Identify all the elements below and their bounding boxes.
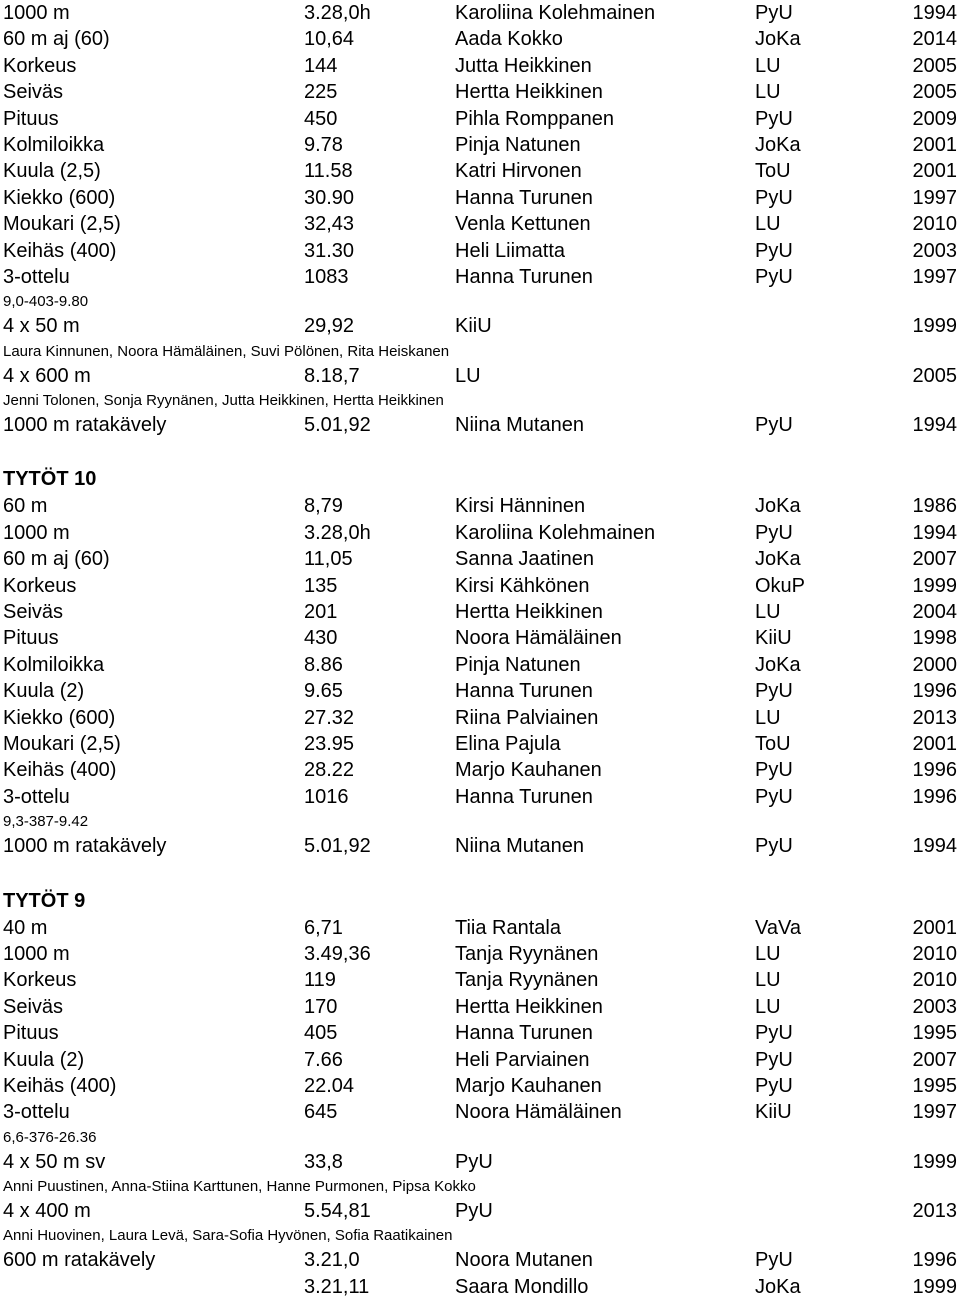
result-cell: 405 xyxy=(304,1022,338,1045)
club-cell: LU xyxy=(755,706,781,729)
athlete-cell: Pinja Natunen xyxy=(455,133,581,156)
event-cell: Korkeus xyxy=(3,969,77,992)
record-row xyxy=(3,1198,957,1224)
athlete-cell: Pinja Natunen xyxy=(455,653,581,676)
athlete-cell: Noora Mutanen xyxy=(455,1249,593,1272)
record-row xyxy=(3,784,957,810)
record-row xyxy=(3,264,957,290)
record-row xyxy=(3,705,957,731)
record-row xyxy=(3,363,957,389)
event-cell: Kolmiloikka xyxy=(3,133,105,156)
result-cell: 3.21,11 xyxy=(304,1275,370,1298)
club-cell: PyU xyxy=(755,107,793,130)
event-cell: Pituus xyxy=(3,107,59,130)
club-cell: PyU xyxy=(755,2,793,24)
event-cell: Korkeus xyxy=(3,54,77,77)
athlete-cell: Marjo Kauhanen xyxy=(455,759,602,782)
section-gap xyxy=(3,860,957,887)
record-row xyxy=(3,412,957,438)
club-cell: PyU xyxy=(755,265,793,288)
record-row xyxy=(3,994,957,1020)
result-cell: 9.78 xyxy=(304,133,343,156)
record-note: 9,0-403-9.80 xyxy=(3,293,89,311)
club-cell: LU xyxy=(755,942,781,965)
athlete-cell: Karoliina Kolehmainen xyxy=(455,521,656,544)
record-row xyxy=(3,546,957,572)
record-row xyxy=(3,185,957,211)
athlete-cell: Saara Mondillo xyxy=(455,1275,589,1298)
record-row xyxy=(3,0,957,26)
year-cell: 1994 xyxy=(912,835,957,858)
records-document xyxy=(3,0,957,1300)
year-cell: 2005 xyxy=(912,364,957,387)
result-cell: 3.28,0h xyxy=(304,2,371,24)
event-cell: Seiväs xyxy=(3,995,64,1018)
record-row xyxy=(3,1047,957,1073)
year-cell: 2001 xyxy=(912,916,957,939)
result-cell: 645 xyxy=(304,1101,338,1124)
athlete-cell: Kirsi Hänninen xyxy=(455,495,586,518)
year-cell: 2010 xyxy=(912,969,957,992)
event-cell: Kiekko (600) xyxy=(3,186,116,209)
result-cell: 23.95 xyxy=(304,732,355,755)
year-cell: 1997 xyxy=(912,186,957,209)
club-cell: PyU xyxy=(755,1074,793,1097)
result-cell: 430 xyxy=(304,627,338,650)
result-cell: 31.30 xyxy=(304,239,355,262)
result-cell: 119 xyxy=(304,969,336,992)
event-cell: Kuula (2) xyxy=(3,1048,85,1071)
record-row xyxy=(3,1073,957,1099)
record-row xyxy=(3,599,957,625)
club-cell: PyU xyxy=(755,186,793,209)
club-cell: LU xyxy=(755,969,781,992)
event-cell: 4 x 600 m xyxy=(3,364,91,387)
year-cell: 1999 xyxy=(912,1275,957,1298)
club-cell: PyU xyxy=(755,680,793,703)
club-cell: VaVa xyxy=(755,916,801,939)
athlete-cell: Heli Parviainen xyxy=(455,1048,590,1071)
result-cell: 450 xyxy=(304,107,338,130)
event-cell: 1000 m xyxy=(3,942,70,965)
year-cell: 1994 xyxy=(912,414,957,437)
event-cell: 3-ottelu xyxy=(3,785,70,808)
athlete-cell: Marjo Kauhanen xyxy=(455,1074,602,1097)
club-cell: PyU xyxy=(755,521,793,544)
year-cell: 2003 xyxy=(912,995,957,1018)
club-cell: LU xyxy=(755,54,781,77)
record-row xyxy=(3,915,957,941)
athlete-cell: Hertta Heikkinen xyxy=(455,81,603,104)
record-row xyxy=(3,731,957,757)
result-cell: 29,92 xyxy=(304,315,355,338)
athlete-cell: Kirsi Kähkönen xyxy=(455,574,590,597)
year-cell: 1995 xyxy=(912,1074,957,1097)
record-note: 9,3-387-9.42 xyxy=(3,813,89,831)
record-row xyxy=(3,313,957,339)
result-cell: 8,79 xyxy=(304,495,343,518)
record-row xyxy=(3,678,957,704)
result-cell: 28.22 xyxy=(304,759,355,782)
record-row xyxy=(3,493,957,519)
event-cell: Keihäs (400) xyxy=(3,1074,117,1097)
club-cell: KiiU xyxy=(755,627,792,650)
event-cell: 40 m xyxy=(3,916,48,939)
year-cell: 2007 xyxy=(912,548,957,571)
event-cell: Korkeus xyxy=(3,574,77,597)
club-cell: PyU xyxy=(755,759,793,782)
athlete-cell: Pihla Romppanen xyxy=(455,107,614,130)
result-cell: 1083 xyxy=(304,265,349,288)
event-cell: 1000 m ratakävely xyxy=(3,835,167,858)
year-cell: 1996 xyxy=(912,1249,957,1272)
athlete-cell: Tanja Ryynänen xyxy=(455,969,599,992)
record-row xyxy=(3,1274,957,1300)
record-row xyxy=(3,158,957,184)
year-cell: 2001 xyxy=(912,732,957,755)
club-cell: ToU xyxy=(755,160,791,183)
event-cell: Keihäs (400) xyxy=(3,239,117,262)
record-row xyxy=(3,53,957,79)
record-row xyxy=(3,652,957,678)
year-cell: 2013 xyxy=(912,1200,957,1223)
athlete-cell: Niina Mutanen xyxy=(455,414,584,437)
athlete-cell: Tanja Ryynänen xyxy=(455,942,599,965)
result-cell: 1016 xyxy=(304,785,349,808)
result-cell: 32,43 xyxy=(304,213,355,236)
club-cell: LU xyxy=(755,81,781,104)
record-note: Laura Kinnunen, Noora Hämäläinen, Suvi Pölönen, Rita Heiskanen xyxy=(3,342,450,360)
club-cell: ToU xyxy=(755,732,791,755)
record-row xyxy=(3,132,957,158)
athlete-cell: Aada Kokko xyxy=(455,28,563,51)
record-row xyxy=(3,238,957,264)
club-cell: LU xyxy=(755,213,781,236)
athlete-cell: Noora Hämäläinen xyxy=(455,1101,622,1124)
athlete-cell: Hanna Turunen xyxy=(455,265,593,288)
record-row xyxy=(3,1149,957,1175)
record-row xyxy=(3,833,957,859)
athlete-cell: Hertta Heikkinen xyxy=(455,601,603,624)
club-cell: JoKa xyxy=(755,548,801,571)
section-heading: TYTÖT 10 xyxy=(3,468,97,491)
event-cell: Kuula (2,5) xyxy=(3,160,101,183)
club-cell: PyU xyxy=(755,1249,793,1272)
event-cell: Kuula (2) xyxy=(3,680,85,703)
year-cell: 2014 xyxy=(912,28,957,51)
athlete-cell: Katri Hirvonen xyxy=(455,160,582,183)
result-cell: 3.21,0 xyxy=(304,1249,360,1272)
event-cell: 3-ottelu xyxy=(3,1101,70,1124)
year-cell: 2010 xyxy=(912,213,957,236)
event-cell: 600 m ratakävely xyxy=(3,1249,156,1272)
record-row xyxy=(3,757,957,783)
record-row xyxy=(3,106,957,132)
result-cell: 201 xyxy=(304,601,338,624)
year-cell: 1997 xyxy=(912,265,957,288)
result-cell: 10,64 xyxy=(304,28,355,51)
year-cell: 1994 xyxy=(912,521,957,544)
athlete-cell: Hanna Turunen xyxy=(455,680,593,703)
result-cell: 170 xyxy=(304,995,338,1018)
result-cell: 5.01,92 xyxy=(304,414,371,437)
result-cell: 30.90 xyxy=(304,186,355,209)
athlete-cell: Hertta Heikkinen xyxy=(455,995,603,1018)
year-cell: 2010 xyxy=(912,942,957,965)
record-row xyxy=(3,625,957,651)
event-cell: 60 m aj (60) xyxy=(3,548,110,571)
year-cell: 2003 xyxy=(912,239,957,262)
event-cell: 4 x 400 m xyxy=(3,1200,91,1223)
result-cell: 5.01,92 xyxy=(304,835,371,858)
year-cell: 2009 xyxy=(912,107,957,130)
year-cell: 1997 xyxy=(912,1101,957,1124)
athlete-cell: Venla Kettunen xyxy=(455,213,591,236)
athlete-cell: Tiia Rantala xyxy=(455,916,561,939)
result-cell: 9.65 xyxy=(304,680,343,703)
result-cell: 8.18,7 xyxy=(304,364,360,387)
year-cell: 1994 xyxy=(912,2,957,24)
event-cell: Kolmiloikka xyxy=(3,653,105,676)
record-note: 6,6-376-26.36 xyxy=(3,1128,97,1146)
event-cell: Seiväs xyxy=(3,601,64,624)
year-cell: 2001 xyxy=(912,133,957,156)
year-cell: 1996 xyxy=(912,680,957,703)
result-cell: 22.04 xyxy=(304,1074,355,1097)
result-cell: 11,05 xyxy=(304,548,353,571)
event-cell: Moukari (2,5) xyxy=(3,732,121,755)
year-cell: 1996 xyxy=(912,759,957,782)
event-cell: 3-ottelu xyxy=(3,265,70,288)
result-cell: 3.49,36 xyxy=(304,942,371,965)
event-cell: Seiväs xyxy=(3,81,64,104)
athlete-cell: Hanna Turunen xyxy=(455,785,593,808)
club-cell: PyU xyxy=(755,414,793,437)
year-cell: 2001 xyxy=(912,160,957,183)
year-cell: 2004 xyxy=(912,601,957,624)
year-cell: 1999 xyxy=(912,315,957,338)
record-note: Anni Puustinen, Anna-Stiina Karttunen, Hanne Purmonen, Pipsa Kokko xyxy=(3,1178,476,1196)
athlete-cell: PyU xyxy=(455,1200,493,1223)
year-cell: 1998 xyxy=(912,627,957,650)
event-cell: 1000 m xyxy=(3,2,70,24)
athlete-cell: Hanna Turunen xyxy=(455,1022,593,1045)
club-cell: OkuP xyxy=(755,574,806,597)
record-row xyxy=(3,79,957,105)
club-cell: KiiU xyxy=(755,1101,792,1124)
event-cell: Keihäs (400) xyxy=(3,759,117,782)
result-cell: 5.54,81 xyxy=(304,1200,371,1223)
year-cell: 1999 xyxy=(912,1150,957,1173)
result-cell: 3.28,0h xyxy=(304,521,371,544)
year-cell: 2000 xyxy=(912,653,957,676)
athlete-cell: Riina Palviainen xyxy=(455,706,599,729)
athlete-cell: Hanna Turunen xyxy=(455,186,593,209)
record-row xyxy=(3,26,957,52)
year-cell: 1996 xyxy=(912,785,957,808)
record-row xyxy=(3,573,957,599)
record-row xyxy=(3,967,957,993)
club-cell: PyU xyxy=(755,1022,793,1045)
result-cell: 33,8 xyxy=(304,1150,343,1173)
athlete-cell: Heli Liimatta xyxy=(455,239,566,262)
athlete-cell: Noora Hämäläinen xyxy=(455,627,622,650)
event-cell: Kiekko (600) xyxy=(3,706,116,729)
result-cell: 8.86 xyxy=(304,653,343,676)
event-cell: 4 x 50 m xyxy=(3,315,80,338)
athlete-cell: PyU xyxy=(455,1150,493,1173)
athlete-cell: Karoliina Kolehmainen xyxy=(455,2,656,24)
record-row xyxy=(3,520,957,546)
record-note: Anni Huovinen, Laura Levä, Sara-Sofia Hyvönen, Sofia Raatikainen xyxy=(3,1227,453,1245)
event-cell: 1000 m xyxy=(3,521,70,544)
club-cell: JoKa xyxy=(755,28,801,51)
club-cell: JoKa xyxy=(755,495,801,518)
club-cell: JoKa xyxy=(755,1275,801,1298)
club-cell: JoKa xyxy=(755,653,801,676)
record-note: Jenni Tolonen, Sonja Ryynänen, Jutta Heikkinen, Hertta Heikkinen xyxy=(3,392,444,410)
year-cell: 2007 xyxy=(912,1048,957,1071)
record-row xyxy=(3,941,957,967)
record-row xyxy=(3,1099,957,1125)
result-cell: 11.58 xyxy=(304,160,353,183)
result-cell: 225 xyxy=(304,81,338,104)
result-cell: 7.66 xyxy=(304,1048,343,1071)
club-cell: JoKa xyxy=(755,133,801,156)
athlete-cell: LU xyxy=(455,364,481,387)
athlete-cell: Elina Pajula xyxy=(455,732,561,755)
club-cell: PyU xyxy=(755,785,793,808)
result-cell: 6,71 xyxy=(304,916,343,939)
section-gap xyxy=(3,438,957,465)
year-cell: 1999 xyxy=(912,574,957,597)
record-row xyxy=(3,1247,957,1273)
year-cell: 2005 xyxy=(912,54,957,77)
athlete-cell: KiiU xyxy=(455,315,492,338)
result-cell: 135 xyxy=(304,574,338,597)
section-heading: TYTÖT 9 xyxy=(3,889,86,912)
event-cell: 60 m aj (60) xyxy=(3,28,110,51)
event-cell: Moukari (2,5) xyxy=(3,213,121,236)
athlete-cell: Sanna Jaatinen xyxy=(455,548,595,571)
year-cell: 2005 xyxy=(912,81,957,104)
athlete-cell: Niina Mutanen xyxy=(455,835,584,858)
result-cell: 27.32 xyxy=(304,706,355,729)
event-cell: 4 x 50 m sv xyxy=(3,1150,106,1173)
athlete-cell: Jutta Heikkinen xyxy=(455,54,592,77)
club-cell: LU xyxy=(755,601,781,624)
record-row xyxy=(3,1020,957,1046)
record-row xyxy=(3,211,957,237)
result-cell: 144 xyxy=(304,54,338,77)
club-cell: PyU xyxy=(755,239,793,262)
year-cell: 2013 xyxy=(912,706,957,729)
club-cell: PyU xyxy=(755,1048,793,1071)
event-cell: 60 m xyxy=(3,495,48,518)
year-cell: 1995 xyxy=(912,1022,957,1045)
year-cell: 1986 xyxy=(912,495,957,518)
event-cell: Pituus xyxy=(3,627,59,650)
club-cell: PyU xyxy=(755,835,793,858)
club-cell: LU xyxy=(755,995,781,1018)
event-cell: Pituus xyxy=(3,1022,59,1045)
event-cell: 1000 m ratakävely xyxy=(3,414,167,437)
